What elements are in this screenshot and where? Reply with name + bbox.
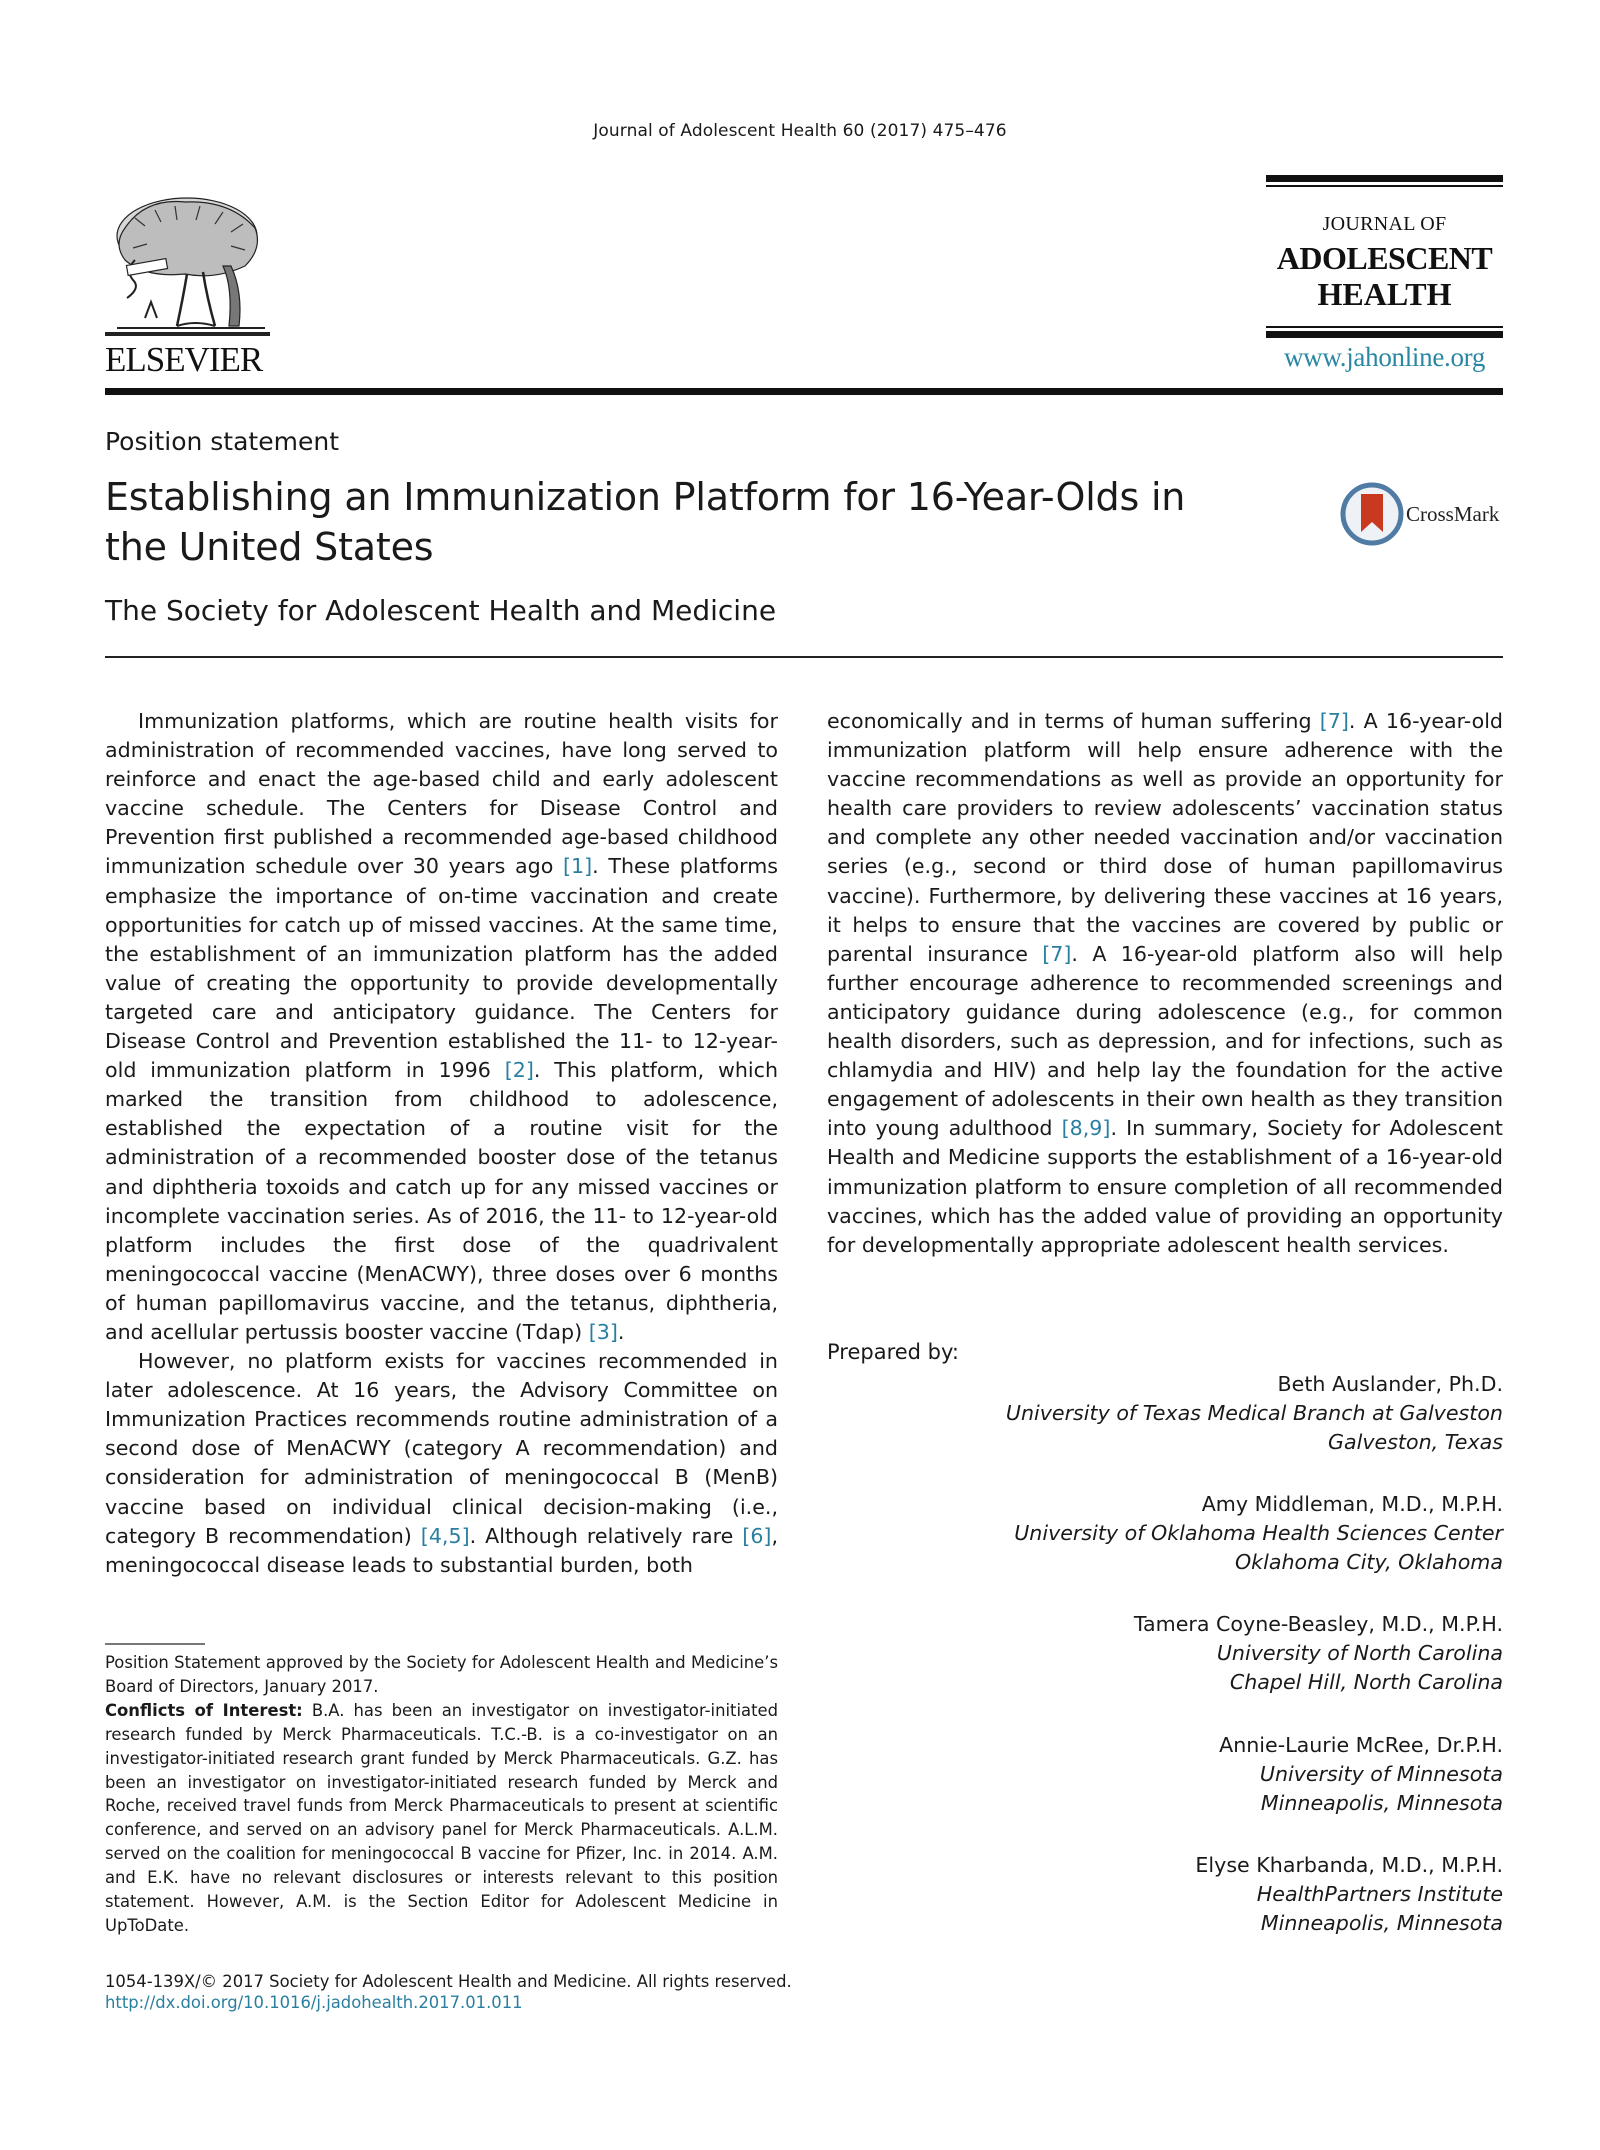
crossmark-icon (1340, 482, 1404, 546)
article-type: Position statement (105, 427, 339, 456)
citation-link[interactable]: [7] (1319, 709, 1349, 733)
prepared-by-label: Prepared by: (827, 1340, 959, 1364)
citation-link[interactable]: [1] (562, 854, 593, 879)
body-text: However, no platform exists for vaccines recommended in later adolescence. At 16 years, the Advisory Committee on Immunization Practices recommends routine administration of a second dose of MenACWY (category A recommendation) and consideration for administration of meningococcal B (MenB) vaccine based on individual clinical decision-making (i.e., category B recommendation) (105, 1349, 778, 1548)
header-rule (105, 388, 1503, 395)
body-column-left (105, 707, 778, 1580)
journal-url-link[interactable]: www.jahonline.org (1283, 342, 1486, 372)
body-text: . Although relatively rare (469, 1523, 743, 1548)
body-text: . A 16-year-old platform also will help further encourage adherence to recommended screenings and anticipatory guidance during adolescence (e.g., for common health disorders, such as depression, and for infections, such as chlamydia and HIV) and help lay the foundation for the active engagement of adolescents in their own health as they transition into young adulthood (827, 941, 1503, 1141)
masthead-rule-top-thin (1266, 185, 1503, 187)
body-text: . This platform, which marked the transition from childhood to adolescence, established the expectation of a routine visit for the administration of a recommended booster dose of the tetanus and diphtheria toxoids and catch up for any missed vaccines or incomplete vaccination series. As of 2016, the 11- to 12-year-old platform includes the first dose of the quadrivalent meningococcal vaccine (MenACWY), three doses over 6 months of human papillomavirus vaccine, and the tetanus, diphtheria, and acellular pertussis booster vaccine (Tdap) (105, 1058, 779, 1344)
author-institution: University of Minnesota (1259, 1762, 1503, 1786)
journal-masthead (1266, 175, 1503, 375)
author-entry (1219, 1731, 1503, 1818)
author-entry (1014, 1490, 1503, 1577)
title-rule (105, 656, 1503, 658)
author-location: Minneapolis, Minnesota (1260, 1791, 1503, 1815)
journal-name-line3: HEALTH (1317, 276, 1452, 312)
body-text: economically and in terms of human suffering (827, 709, 1320, 733)
author-entry (1134, 1610, 1503, 1697)
body-paragraph (827, 707, 1503, 1260)
crossmark-button[interactable] (1340, 482, 1510, 546)
author-institution: University of North Carolina (1216, 1641, 1503, 1665)
footnote-rule (105, 1643, 205, 1645)
citation-link[interactable]: [4,5] (420, 1523, 470, 1548)
masthead-rule-bottom (1266, 326, 1503, 338)
conflicts-text: B.A. has been an investigator on investigator-initiated research funded by Merck Pharmaceuticals. T.C.-B. is a co-investigator on an investigator-initiated research grant funded by Merck Pharmaceuticals. G.Z. has been an investigator on investigator-initiated research funded by Merck and Roche, received travel funds from Merck Pharmaceuticals to present at scientific conference, and served on an advisory panel for Merck Pharmaceuticals. A.L.M. served on the coalition for meningococcal B vaccine for Pfizer, Inc. in 2014. A.M. and E.K. have no relevant disclosures or interests relevant to this position statement. However, A.M. is the Section Editor for Adolescent Medicine in UpToDate. (105, 1700, 778, 1935)
author-name: Annie-Laurie McRee, Dr.P.H. (1219, 1733, 1503, 1757)
body-text: . These platforms emphasize the importance of on-time vaccination and create opportunities for catch up of missed vaccines. At the same time, the establishment of an immunization platform has the added value of creating the opportunity to provide developmentally targeted care and anticipatory guidance. The Centers for Disease Control and Prevention established the 11- to 12-year-old immunization platform in 1996 (105, 854, 778, 1083)
author-institution: University of Texas Medical Branch at Galveston (1005, 1401, 1503, 1425)
citation-link[interactable]: [6] (742, 1523, 772, 1548)
body-paragraph (105, 707, 778, 1347)
citation-link[interactable]: [3] (588, 1319, 618, 1344)
body-column-right (827, 707, 1503, 1260)
conflicts-note (105, 1699, 778, 1938)
author-name: Beth Auslander, Ph.D. (1277, 1372, 1503, 1396)
masthead-rule-top (1266, 175, 1503, 182)
conflicts-label: Conflicts of Interest: (105, 1700, 303, 1720)
citation-link[interactable]: [8,9] (1061, 1116, 1111, 1141)
citation-link[interactable]: [7] (1042, 941, 1072, 966)
publisher-logo (105, 188, 270, 378)
author-institution: University of Oklahoma Health Sciences Center (1014, 1521, 1503, 1545)
footnotes (105, 1651, 778, 1938)
author-name: Elyse Kharbanda, M.D., M.P.H. (1195, 1853, 1503, 1877)
journal-name-line1: JOURNAL OF (1322, 213, 1447, 235)
body-text: . A 16-year-old immunization platform will help ensure adherence with the vaccine recommendations as well as provide an opportunity for health care providers to review adolescents’ vaccination status and complete any other needed vaccination and/or vaccination series (e.g., second or third dose of human papillomavirus vaccine). Furthermore, by delivering these vaccines at 16 years, it helps to ensure that the vaccines are covered by public or parental insurance (827, 709, 1503, 966)
publisher-name: ELSEVIER (105, 340, 263, 379)
author-location: Oklahoma City, Oklahoma (1234, 1550, 1503, 1574)
author-institution: HealthPartners Institute (1256, 1882, 1503, 1906)
author-location: Minneapolis, Minnesota (1260, 1911, 1503, 1935)
crossmark-label: CrossMark (1406, 502, 1500, 526)
author-location: Chapel Hill, North Carolina (1229, 1670, 1503, 1694)
author-entry (1195, 1851, 1503, 1938)
author-entry (1006, 1370, 1503, 1457)
copyright-line: 1054-139X/© 2017 Society for Adolescent Health and Medicine. All rights reserved. (105, 1972, 792, 1991)
body-text: . In summary, Society for Adolescent Health and Medicine supports the establishment of a 16-year-old immunization platform to ensure completion of all recommended vaccines, which has the added value of providing an opportunity for developmentally appropriate adolescent health services. (827, 1116, 1503, 1257)
citation-link[interactable]: [2] (504, 1058, 534, 1083)
body-text: . (617, 1319, 625, 1344)
body-text: , meningococcal disease leads to substantial burden, both (105, 1523, 778, 1577)
author-name: Tamera Coyne-Beasley, M.D., M.P.H. (1133, 1612, 1503, 1636)
article-authors: The Society for Adolescent Health and Medicine (105, 594, 777, 627)
body-paragraph (105, 1347, 778, 1580)
author-location: Galveston, Texas (1328, 1430, 1503, 1454)
journal-name-line2: ADOLESCENT (1276, 240, 1493, 276)
body-text: Immunization platforms, which are routine health visits for administration of recommended vaccines, have long served to reinforce and enact the age-based child and early adolescent vaccine schedule. The Centers for Disease Control and Prevention first published a recommended age-based childhood immunization schedule over 30 years ago (105, 709, 778, 879)
elsevier-tree-icon (105, 188, 270, 338)
doi-link[interactable]: http://dx.doi.org/10.1016/j.jadohealth.2017.01.011 (105, 1993, 523, 2012)
running-head: Journal of Adolescent Health 60 (2017) 475–476 (593, 121, 1007, 141)
approval-note: Position Statement approved by the Society for Adolescent Health and Medicine’s Board of Directors, January 2017. (105, 1653, 778, 1696)
article-title: Establishing an Immunization Platform for 16-Year-Olds in the United States (105, 475, 1186, 569)
author-name: Amy Middleman, M.D., M.P.H. (1201, 1492, 1503, 1516)
